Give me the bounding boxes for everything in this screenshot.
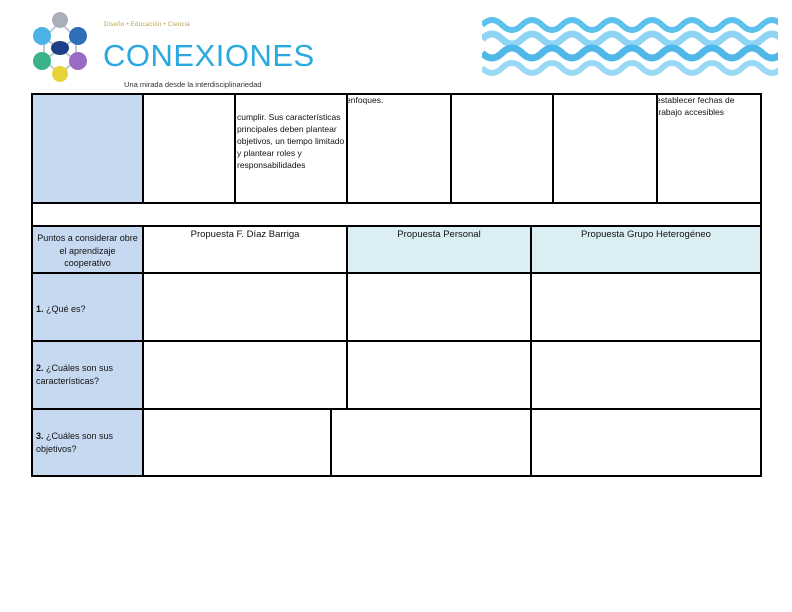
row-1-number: 1. bbox=[36, 304, 44, 314]
spacer-row bbox=[31, 202, 762, 227]
row-3-col-1[interactable] bbox=[142, 408, 332, 477]
row-1-col-3[interactable] bbox=[530, 272, 762, 342]
conexiones-logo bbox=[30, 8, 90, 83]
fragment-fechas: establecer fechas de trabajo accesibles bbox=[656, 95, 735, 117]
row-3-number: 3. bbox=[36, 431, 44, 441]
row-2-number: 2. bbox=[36, 363, 44, 373]
fragment-enfoques: enfoques. bbox=[346, 95, 384, 105]
row-2-col-1[interactable] bbox=[142, 340, 348, 410]
column-header-grupo: Propuesta Grupo Heterogéneo bbox=[581, 229, 711, 240]
fragment-cumplir: cumplir. Sus características principales deben plantear objetivos, un tiempo limitado y plantear roles y responsabilidades bbox=[237, 112, 345, 170]
brand-title: CONEXIONES bbox=[103, 38, 315, 73]
row-1-col-1[interactable] bbox=[142, 272, 348, 342]
decorative-wave-banner bbox=[482, 15, 778, 80]
column-header-personal: Propuesta Personal bbox=[397, 229, 481, 240]
top-cell-4 bbox=[450, 93, 554, 204]
header-tagline-bottom: Una mirada desde la interdisciplinariedad bbox=[124, 80, 262, 89]
row-3-col-3[interactable] bbox=[530, 408, 762, 477]
row-3-question: ¿Cuáles son sus objetivos? bbox=[36, 431, 114, 454]
top-cell-1 bbox=[142, 93, 236, 204]
row-1-label bbox=[36, 303, 140, 316]
row-2-question: ¿Cuáles son sus características? bbox=[36, 363, 114, 386]
row-1-question: ¿Qué es? bbox=[46, 304, 86, 314]
row-3-label bbox=[36, 430, 136, 455]
top-row-header-cell bbox=[31, 93, 144, 204]
row-1-col-2[interactable] bbox=[346, 272, 532, 342]
row-2-col-2[interactable] bbox=[346, 340, 532, 410]
column-header-diaz-barriga: Propuesta F. Díaz Barriga bbox=[190, 229, 300, 240]
header-tagline-top: Diseño • Educación • Ciencia bbox=[104, 22, 190, 28]
row-2-label bbox=[36, 362, 136, 387]
row-3-col-2[interactable] bbox=[330, 408, 532, 477]
top-cell-3 bbox=[346, 93, 452, 204]
row-2-col-3[interactable] bbox=[530, 340, 762, 410]
top-cell-5 bbox=[552, 93, 658, 204]
row-header-title: Puntos a considerar obre el aprendizaje cooperativo bbox=[37, 233, 138, 269]
